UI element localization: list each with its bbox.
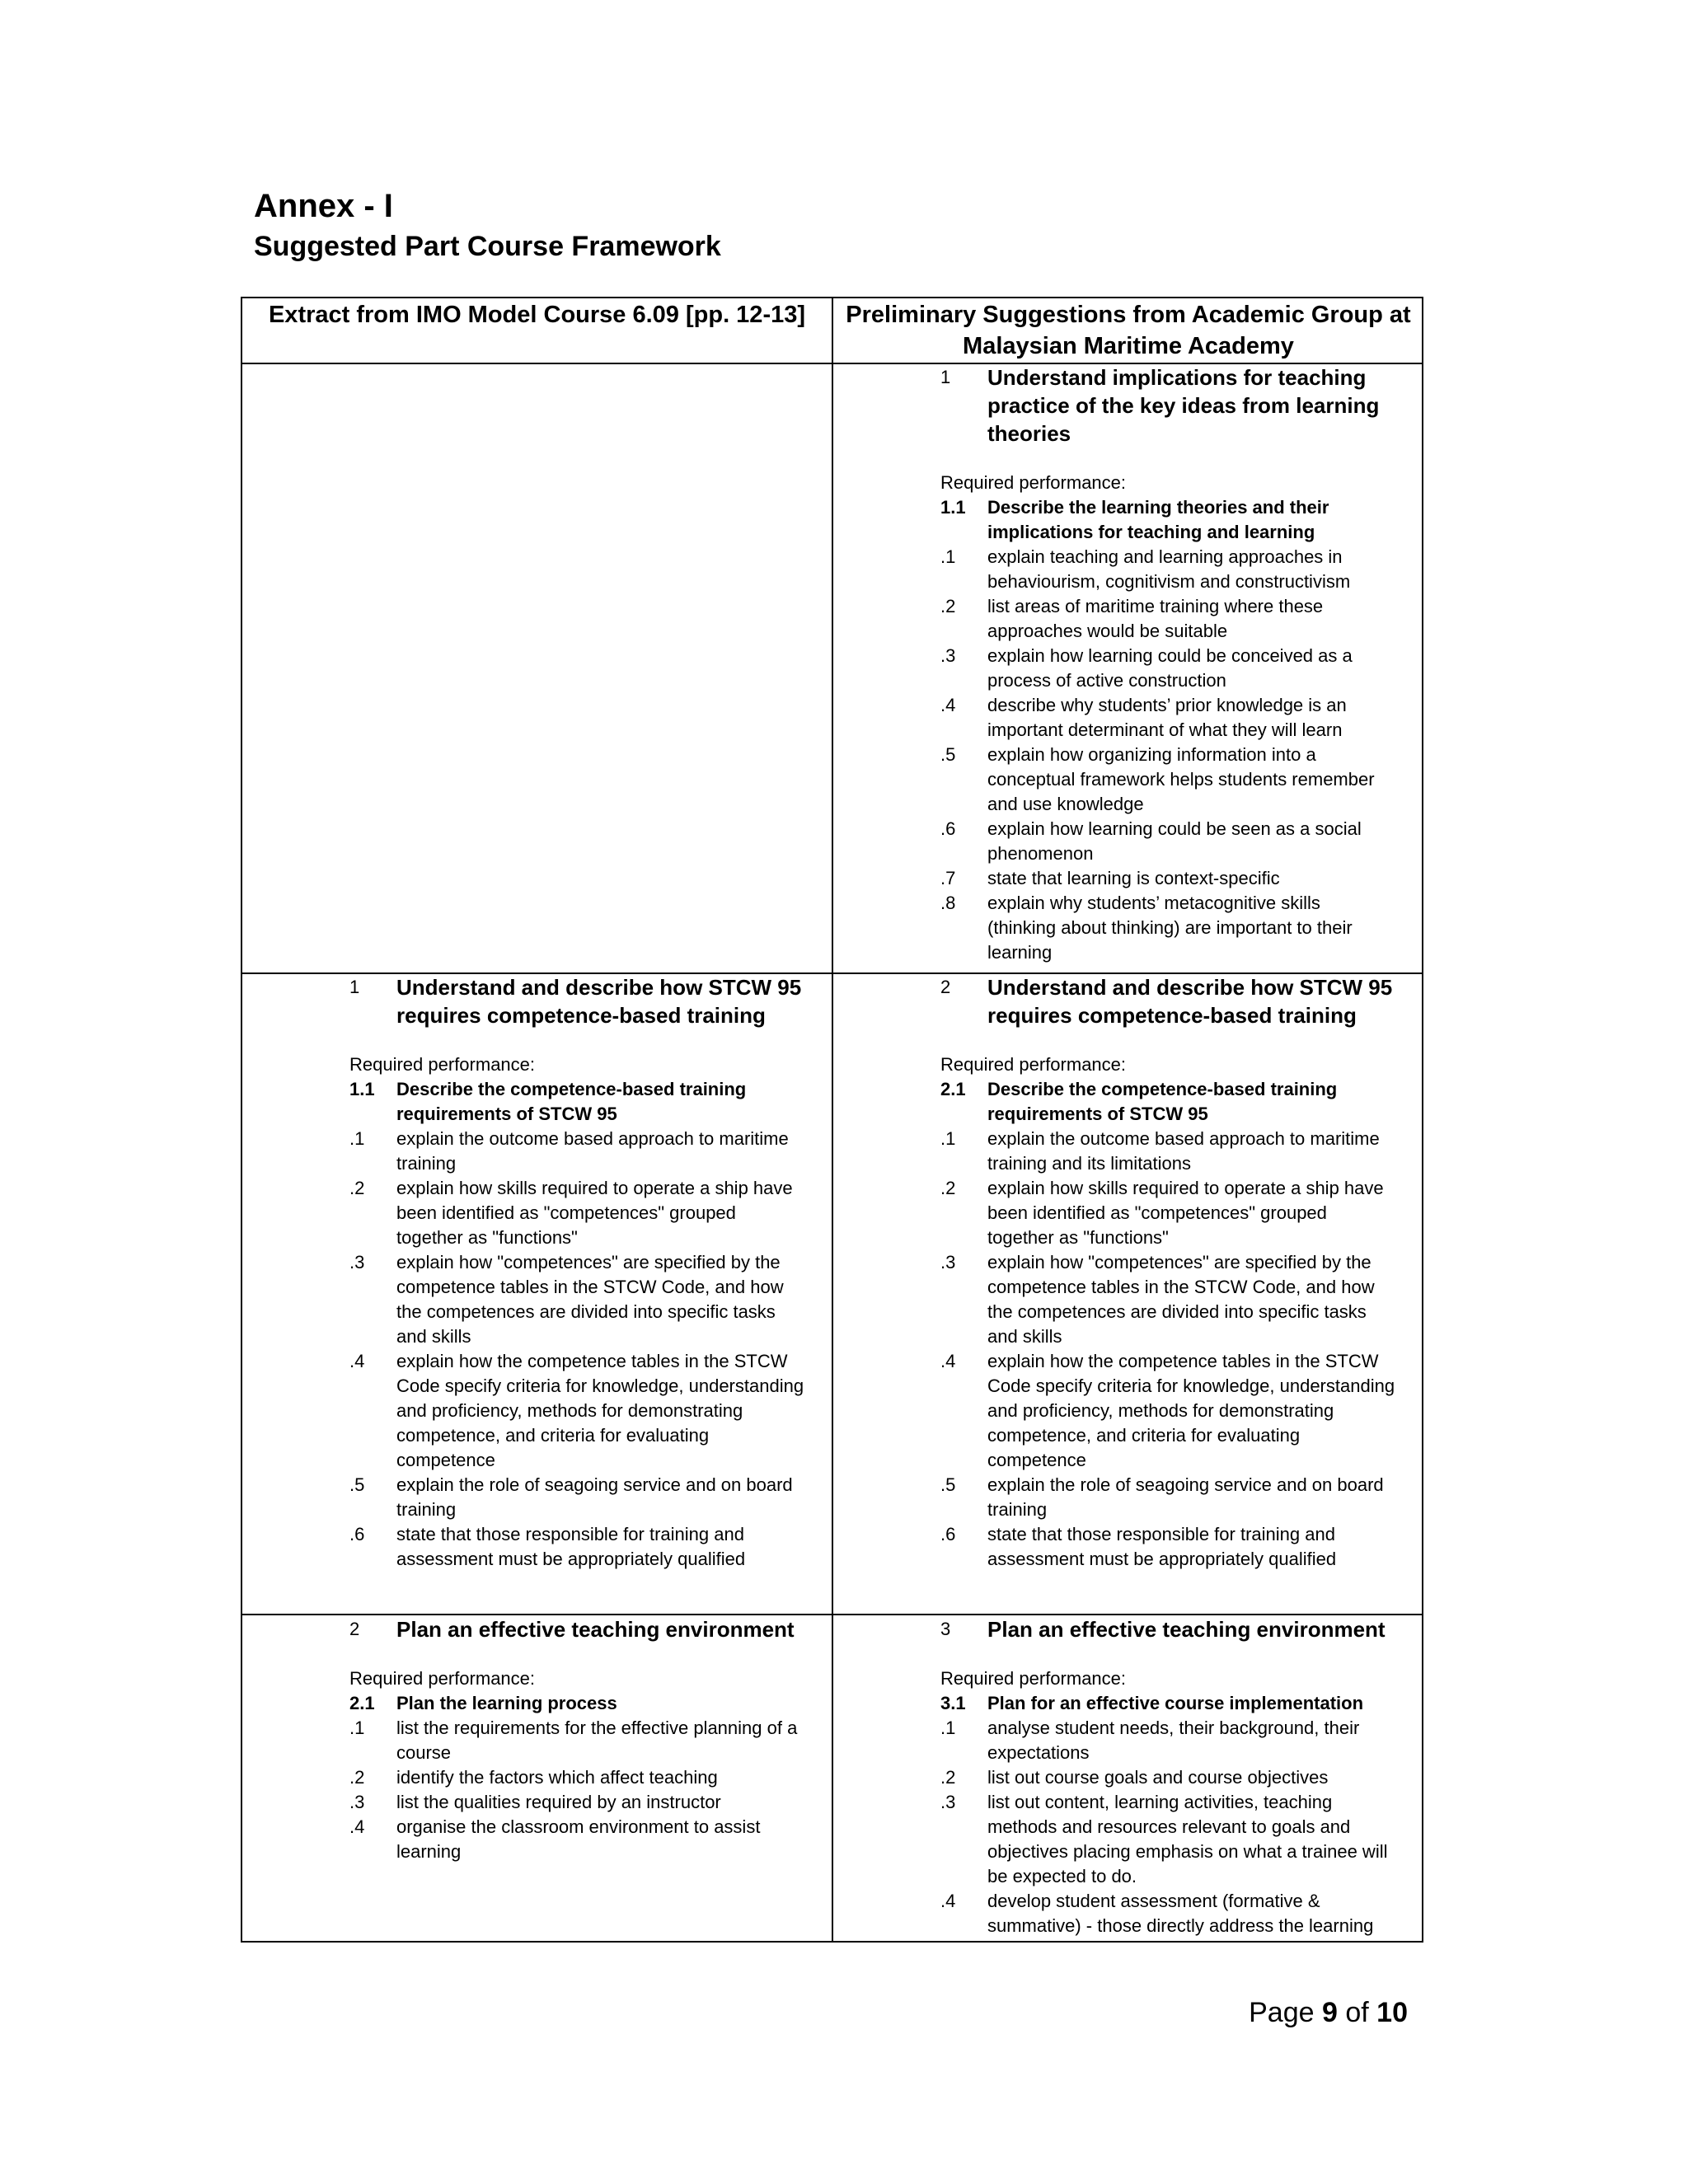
row2_left-item-line: the competences are divided into specific tasks — [396, 1301, 776, 1322]
row3_left-item-line: list the requirements for the effective planning of a — [396, 1718, 798, 1738]
row1_right-item-number: .3 — [940, 645, 956, 666]
row1_right-item-number: .2 — [940, 596, 956, 616]
row2_right-required-label: Required performance: — [940, 1054, 1127, 1075]
row1_right-item-number: .1 — [940, 546, 956, 567]
row2_left-item-line: and proficiency, methods for demonstrating — [396, 1400, 743, 1421]
row2_right-item-line: competence tables in the STCW Code, and how — [987, 1277, 1375, 1297]
row2_left-item-line: explain how the competence tables in the STCW — [396, 1351, 788, 1371]
row2_left-heading-line: Understand and describe how STCW 95 — [396, 975, 802, 1000]
row3_left-item-number: .2 — [349, 1767, 365, 1788]
row2_right-item-line: and proficiency, methods for demonstrating — [987, 1400, 1334, 1421]
row1_right-item-line: explain how learning could be seen as a social — [987, 818, 1362, 839]
row1_right-required-label: Required performance: — [940, 472, 1127, 493]
row2_left-item-line: training — [396, 1499, 457, 1520]
row2_right-item-line: training — [987, 1499, 1048, 1520]
row2_left-item-line: assessment must be appropriately qualified — [396, 1549, 746, 1569]
row1_right-item-line: explain how learning could be conceived as a — [987, 645, 1353, 666]
row1_right-item-line: (thinking about thinking) are important to their — [987, 917, 1353, 938]
row2_right-heading-line: requires competence-based training — [987, 1003, 1357, 1028]
row2_right-item-number: .2 — [940, 1178, 956, 1198]
row2_right-item-number: .1 — [940, 1128, 956, 1149]
row3_right-required-label: Required performance: — [940, 1668, 1127, 1689]
row1_right-item-line: important determinant of what they will learn — [987, 719, 1343, 740]
row3_left-subsection-heading-line: Plan the learning process — [396, 1693, 617, 1713]
row2_left-item-line: competence, and criteria for evaluating — [396, 1425, 710, 1446]
row3_left-item-number: .1 — [349, 1718, 365, 1738]
row2_left-item-line: competence tables in the STCW Code, and how — [396, 1277, 784, 1297]
row1_right-item-line: process of active construction — [987, 670, 1226, 691]
row3_right-number: 3 — [940, 1619, 951, 1639]
row2_right-item-number: .5 — [940, 1474, 956, 1495]
row1_right-item-line: phenomenon — [987, 843, 1094, 864]
row3_left-item-number: .4 — [349, 1816, 365, 1837]
row3_right-item-line: be expected to do. — [987, 1866, 1137, 1886]
row2_left-subsection-heading-line: Describe the competence-based training — [396, 1079, 747, 1099]
row2_left-required-label: Required performance: — [349, 1054, 536, 1075]
row3_right-subsection-heading-line: Plan for an effective course implementation — [987, 1693, 1364, 1713]
row1_right-heading-line: practice of the key ideas from learning — [987, 393, 1380, 418]
annex-subtitle: Suggested Part Course Framework — [254, 231, 721, 262]
row3_left-item-line: course — [396, 1742, 452, 1763]
row1_right-item-number: .8 — [940, 893, 956, 913]
row2_right-item-number: .3 — [940, 1252, 956, 1272]
row3_right-item-line: methods and resources relevant to goals and — [987, 1816, 1351, 1837]
row1_right-item-line: explain teaching and learning approaches in — [987, 546, 1343, 567]
row1_right-item-number: .4 — [940, 695, 956, 715]
row2_left-subsection-number: 1.1 — [349, 1079, 375, 1099]
row2_right-subsection-heading-line: requirements of STCW 95 — [987, 1104, 1208, 1124]
framework-table — [241, 297, 1423, 1943]
row3_left-item-number: .3 — [349, 1792, 365, 1812]
row2_right-item-line: competence — [987, 1450, 1086, 1470]
row2_right-item-line: explain the role of seagoing service and on board — [987, 1474, 1384, 1495]
row1_right-item-number: .6 — [940, 818, 956, 839]
row3_right-item-line: expectations — [987, 1742, 1090, 1763]
row2_left-item-line: explain the role of seagoing service and on board — [396, 1474, 793, 1495]
row2_left-item-line: Code specify criteria for knowledge, understanding — [396, 1376, 804, 1396]
row2_left-item-line: explain how "competences" are specified by the — [396, 1252, 781, 1272]
row2_left-heading-line: requires competence-based training — [396, 1003, 766, 1028]
row2_left-item-number: .2 — [349, 1178, 365, 1198]
page-of-label: of — [1345, 1997, 1369, 2028]
annex-title: Annex - I — [254, 188, 393, 224]
row3_right-item-number: .3 — [940, 1792, 956, 1812]
page-number: 9 — [1321, 1997, 1338, 2028]
row2_right-heading-line: Understand and describe how STCW 95 — [987, 975, 1393, 1000]
row3_right-subsection-number: 3.1 — [940, 1693, 966, 1713]
row2_right-item-line: explain how the competence tables in the STCW — [987, 1351, 1379, 1371]
row2_right-item-line: state that those responsible for training and — [987, 1524, 1335, 1544]
row3_right-item-line: summative) - those directly address the learning — [987, 1915, 1374, 1936]
row2_right-subsection-heading-line: Describe the competence-based training — [987, 1079, 1338, 1099]
row1_right-subsection-number: 1.1 — [940, 497, 966, 518]
row3_left-item-line: learning — [396, 1841, 462, 1862]
header-right-line2: Malaysian Maritime Academy — [963, 333, 1294, 359]
row2_left-item-line: training — [396, 1153, 457, 1174]
row2_right-item-number: .4 — [940, 1351, 956, 1371]
row2_right-item-line: assessment must be appropriately qualified — [987, 1549, 1337, 1569]
row2_right-number: 2 — [940, 977, 951, 997]
row3_right-item-number: .2 — [940, 1767, 956, 1788]
row2_right-item-line: training and its limitations — [987, 1153, 1192, 1174]
row3_right-item-line: list out course goals and course objectives — [987, 1767, 1329, 1788]
row2_left-item-line: state that those responsible for training and — [396, 1524, 744, 1544]
row2_right-subsection-number: 2.1 — [940, 1079, 966, 1099]
row2_right-item-line: competence, and criteria for evaluating — [987, 1425, 1301, 1446]
row3_left-item-line: identify the factors which affect teaching — [396, 1767, 718, 1788]
row1_right-item-line: learning — [987, 942, 1053, 963]
row1_right-item-line: behaviourism, cognitivism and constructivism — [987, 571, 1351, 592]
row1_right-item-line: state that learning is context-specific — [987, 868, 1280, 888]
row2_right-item-line: explain the outcome based approach to maritime — [987, 1128, 1380, 1149]
row2_left-item-line: together as "functions" — [396, 1227, 578, 1248]
row2_right-item-line: explain how "competences" are specified by the — [987, 1252, 1372, 1272]
row2_left-item-line: been identified as "competences" grouped — [396, 1202, 736, 1223]
row1_right-item-number: .5 — [940, 744, 956, 765]
row2_left-item-number: .3 — [349, 1252, 365, 1272]
row1_right-item-line: explain why students’ metacognitive skills — [987, 893, 1320, 913]
row2_left-item-number: .1 — [349, 1128, 365, 1149]
row2_left-subsection-heading-line: requirements of STCW 95 — [396, 1104, 617, 1124]
row3_left-subsection-number: 2.1 — [349, 1693, 375, 1713]
row2_right-item-line: the competences are divided into specific tasks — [987, 1301, 1367, 1322]
row2_right-item-line: and skills — [987, 1326, 1062, 1347]
row1_right-item-line: and use knowledge — [987, 794, 1144, 814]
row1_right-subsection-heading-line: implications for teaching and learning — [987, 522, 1315, 542]
row3_right-item-line: objectives placing emphasis on what a trainee will — [987, 1841, 1388, 1862]
row2_right-item-line: Code specify criteria for knowledge, understanding — [987, 1376, 1395, 1396]
row3_right-item-number: .1 — [940, 1718, 956, 1738]
row3_right-item-line: develop student assessment (formative & — [987, 1891, 1320, 1911]
row3_right-item-line: list out content, learning activities, teaching — [987, 1792, 1333, 1812]
page-total: 10 — [1376, 1997, 1408, 2028]
row1_right-item-line: conceptual framework helps students remember — [987, 769, 1375, 790]
page-label: Page — [1249, 1997, 1315, 2028]
row2_left-item-number: .5 — [349, 1474, 365, 1495]
row1_right-subsection-heading-line: Describe the learning theories and their — [987, 497, 1329, 518]
row3_left-number: 2 — [349, 1619, 360, 1639]
row1_right-item-line: explain how organizing information into a — [987, 744, 1316, 765]
row2_left-item-number: .6 — [349, 1524, 365, 1544]
row2_left-item-number: .4 — [349, 1351, 365, 1371]
row3_right-item-line: analyse student needs, their background, their — [987, 1718, 1360, 1738]
row1_right-item-line: list areas of maritime training where these — [987, 596, 1324, 616]
row3_left-item-line: list the qualities required by an instructor — [396, 1792, 721, 1812]
row1_right-heading-line: theories — [987, 421, 1071, 446]
row2_right-item-line: explain how skills required to operate a ship have — [987, 1178, 1384, 1198]
row1_right-item-number: .7 — [940, 868, 956, 888]
row1_right-heading-line: Understand implications for teaching — [987, 365, 1367, 390]
row3_left-required-label: Required performance: — [349, 1668, 536, 1689]
row2_left-item-line: explain the outcome based approach to maritime — [396, 1128, 789, 1149]
header-right-line1: Preliminary Suggestions from Academic Group at — [846, 302, 1411, 328]
row2_left-item-line: and skills — [396, 1326, 471, 1347]
row2_right-item-number: .6 — [940, 1524, 956, 1544]
page-footer — [1249, 1994, 1408, 2031]
header-left: Extract from IMO Model Course 6.09 [pp. 12-13] — [268, 302, 806, 328]
row3_left-item-line: organise the classroom environment to assist — [396, 1816, 761, 1837]
row1_right-item-line: approaches would be suitable — [987, 621, 1228, 641]
row3_right-heading-line: Plan an effective teaching environment — [987, 1617, 1386, 1642]
column-divider — [832, 298, 833, 1941]
row2_right-item-line: together as "functions" — [987, 1227, 1169, 1248]
row1_right-item-line: describe why students’ prior knowledge is an — [987, 695, 1347, 715]
row2_left-item-line: competence — [396, 1450, 495, 1470]
row3_right-item-number: .4 — [940, 1891, 956, 1911]
row1_right-number: 1 — [940, 367, 951, 387]
row2_left-number: 1 — [349, 977, 360, 997]
row2_right-item-line: been identified as "competences" grouped — [987, 1202, 1327, 1223]
row3_left-heading-line: Plan an effective teaching environment — [396, 1617, 795, 1642]
row2_left-item-line: explain how skills required to operate a ship have — [396, 1178, 793, 1198]
